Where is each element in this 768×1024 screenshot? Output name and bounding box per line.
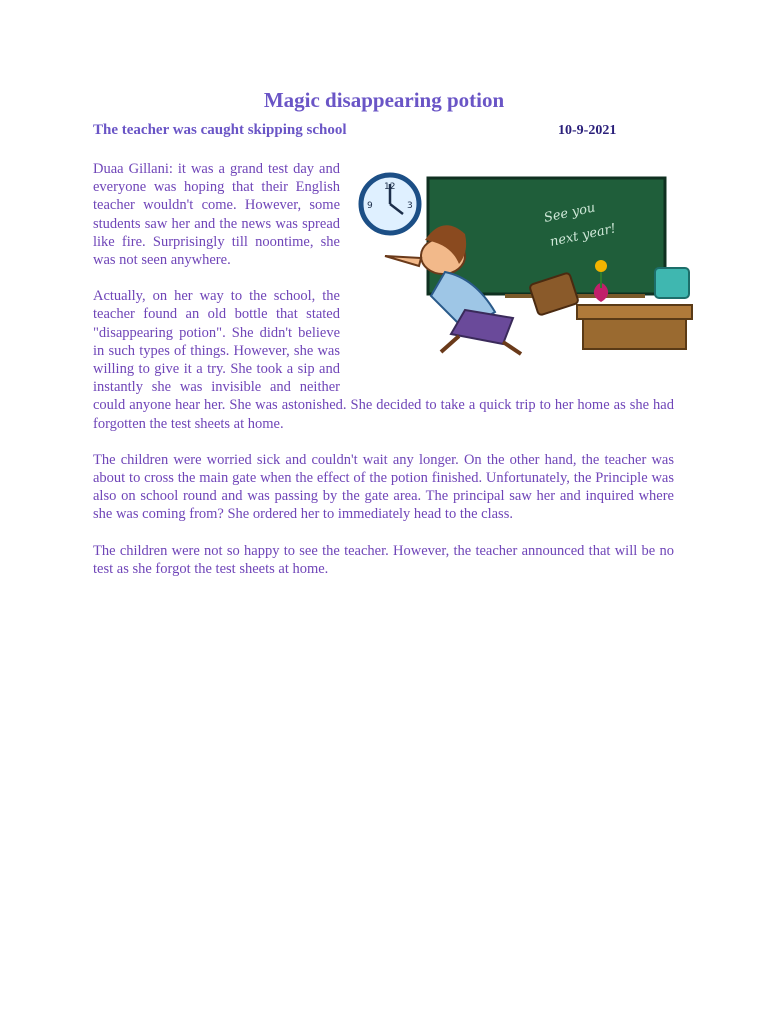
paragraph-1: Duaa Gillani: it was a grand test day and everyone was hoping that their English teacher wouldn't come. However, some students saw her and the news was spread like fire. Surprisingly till noontime, she was not seen anywhere. — [93, 161, 340, 269]
chalkboard-text-1: See you — [542, 200, 597, 226]
chalkboard-text-2: next year! — [548, 221, 618, 250]
paragraph-4: The children were not so happy to see the teacher. However, the teacher announced that will be no test as she forgot the test sheets at home. — [93, 542, 674, 577]
clock-numeral-9: 9 — [367, 201, 373, 211]
flower-icon — [595, 260, 607, 272]
clock-numeral-12: 12 — [384, 182, 396, 192]
page-title: Magic disappearing potion — [263, 88, 505, 112]
article-date: 10-9-2021 — [558, 123, 617, 138]
teacher-cartoon-illustration — [355, 160, 700, 360]
chair — [655, 268, 689, 298]
article-subtitle: The teacher was caught skipping school — [93, 122, 347, 138]
paragraph-2: Actually, on her way to the school, the teacher found an old bottle that stated "disappearing potion". She didn't believe in such types of things. However, she was willing to give it a try. She took a sip and instantly she was invisible and neither could anyone hear her. She was astonished. She decided to take a quick trip to her home as she had forgotten the test sheets at home. — [93, 288, 674, 432]
desk-body — [583, 319, 686, 349]
desk-top — [577, 305, 692, 319]
teacher-nose — [385, 256, 421, 266]
teacher-leg-right — [503, 342, 521, 354]
teacher-leg-left — [441, 336, 459, 352]
clock-numeral-3: 3 — [407, 201, 413, 211]
paragraph-3: The children were worried sick and couldn't wait any longer. On the other hand, the teacher was about to cross the main gate when the effect of the potion finished. Unfortunately, the Principle was also on school round and was passing by the gate area. The principal saw her and inquired where she was coming from? She ordered her to immediately head to the class. — [93, 451, 674, 523]
